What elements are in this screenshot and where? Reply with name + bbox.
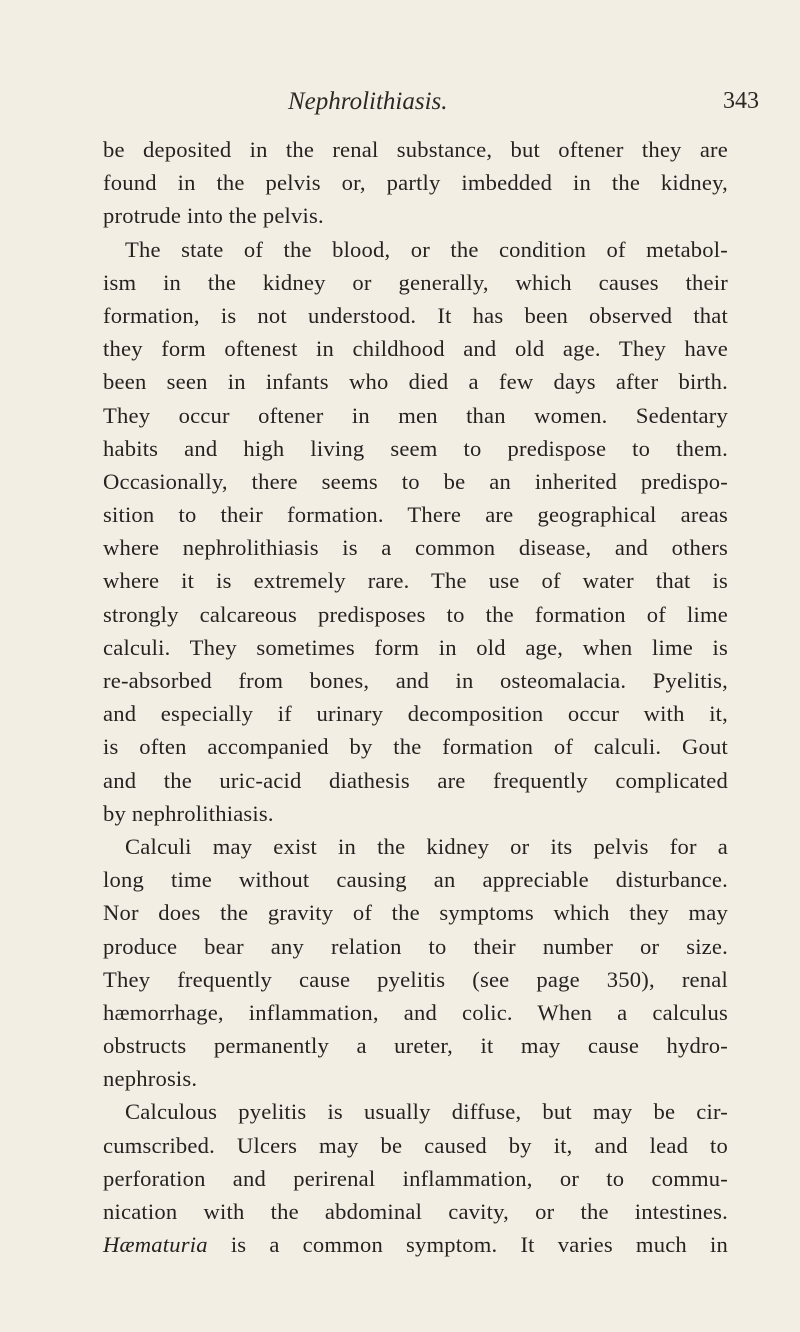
text-line: nephrosis. <box>103 1066 198 1092</box>
body-text <box>103 133 728 1261</box>
page-number: 343 <box>723 88 759 114</box>
text-line: they form oftenest in childhood and old age. They have <box>103 336 728 362</box>
text-line: They occur oftener in men than women. Sedentary <box>103 402 728 428</box>
text-line: formation, is not understood. It has been observed that <box>103 302 728 328</box>
text-line: habits and high living seem to predispose to them. <box>103 435 728 461</box>
paragraph-start-line: Calculi may exist in the kidney or its pelvis for a <box>125 833 728 859</box>
text-line: cumscribed. Ulcers may be caused by it, and lead to <box>103 1132 728 1158</box>
text-line: nication with the abdominal cavity, or the intestines. <box>103 1199 728 1224</box>
italic-term: Hæmaturia <box>103 1232 208 1258</box>
text-line: perforation and perirenal inflammation, or to commu- <box>103 1165 728 1191</box>
text-line: re-absorbed from bones, and in osteomalacia. Pyelitis, <box>103 668 728 693</box>
text-line: sition to their formation. There are geographical areas <box>103 502 728 528</box>
text-line: strongly calcareous predisposes to the formation of lime <box>103 601 728 627</box>
text-line: hæmorrhage, inflammation, and colic. When a calculus <box>103 999 728 1025</box>
text-line: is often accompanied by the formation of calculi. Gout <box>103 734 728 760</box>
text-line: Occasionally, there seems to be an inherited predispo- <box>103 468 728 494</box>
line-remainder: is a common symptom. It varies much in <box>230 1232 728 1258</box>
text-line: where it is extremely rare. The use of water that is <box>103 568 728 594</box>
text-line: and the uric-acid diathesis are frequently complicated <box>103 767 728 793</box>
text-line-with-italic-term <box>103 1228 728 1261</box>
text-line: calculi. They sometimes form in old age, when lime is <box>103 634 728 660</box>
text-line: ism in the kidney or generally, which causes their <box>103 269 728 295</box>
running-title: Nephrolithiasis. <box>288 88 448 115</box>
text-line: by nephrolithiasis. <box>103 800 274 826</box>
text-line: protrude into the pelvis. <box>103 203 324 229</box>
text-line: where nephrolithiasis is a common disease, and others <box>103 535 728 561</box>
text-line: long time without causing an appreciable disturbance. <box>103 867 728 893</box>
page-header <box>0 88 800 128</box>
text-line: been seen in infants who died a few days after birth. <box>103 369 728 395</box>
paragraph-start-line: Calculous pyelitis is usually diffuse, but may be cir- <box>125 1099 728 1125</box>
text-line: found in the pelvis or, partly imbedded in the kidney, <box>103 170 728 196</box>
text-line: Nor does the gravity of the symptoms which they may <box>103 900 728 926</box>
paragraph-start-line: The state of the blood, or the condition of metabol- <box>125 236 728 262</box>
text-line: They frequently cause pyelitis (see page 350), renal <box>103 966 728 992</box>
text-line: obstructs permanently a ureter, it may cause hydro- <box>103 1033 728 1059</box>
text-line: produce bear any relation to their number or size. <box>103 933 728 959</box>
text-line: be deposited in the renal substance, but oftener they are <box>103 137 728 162</box>
text-line: and especially if urinary decomposition occur with it, <box>103 701 728 727</box>
